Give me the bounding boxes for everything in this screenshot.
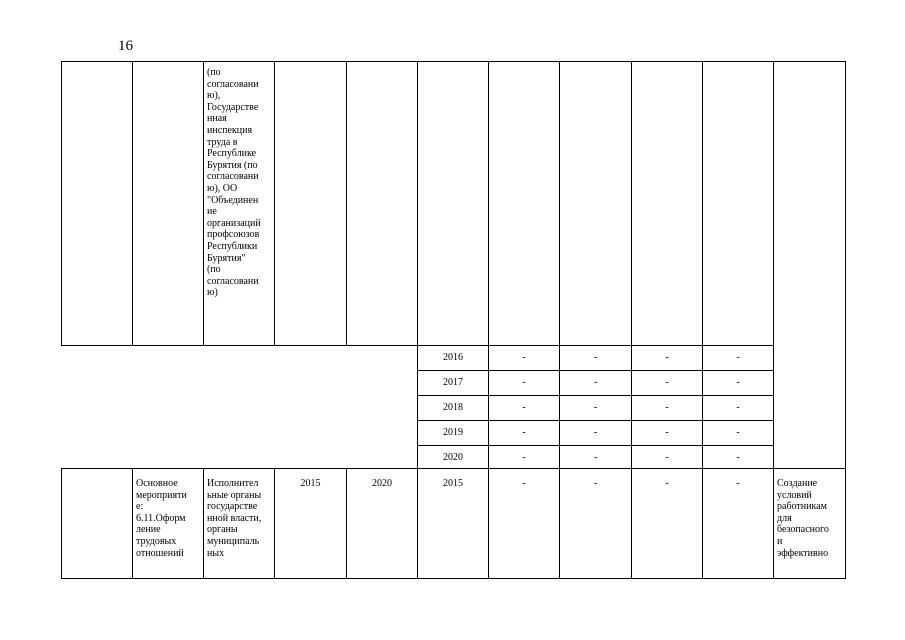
funding-cell: - bbox=[736, 377, 740, 388]
activity-start-year: 2015 bbox=[300, 478, 321, 489]
year-cell: 2019 bbox=[443, 427, 463, 438]
column-border bbox=[274, 61, 275, 346]
funding-cell: - bbox=[736, 452, 740, 463]
column-border bbox=[132, 468, 133, 579]
funding-cell: - bbox=[522, 377, 526, 388]
row-divider bbox=[417, 445, 774, 446]
activity-name: Основное мероприяти е: 6.11.Оформ ление трудовых отношений bbox=[136, 478, 187, 559]
funding-cell: - bbox=[593, 452, 598, 463]
activity-executor: Исполнител ьные органы государстве нной власти, органы муниципаль ных bbox=[207, 478, 262, 559]
row-divider bbox=[417, 420, 774, 421]
executor-continuation-text: (по согласовани ю), Государстве нная инспекция труда в Республике Бурятия (по согласовани ю), ОО "Объединен ие организаций профсоюзов Республики Бурятия" (по согласовани ю) bbox=[207, 67, 261, 299]
column-border bbox=[773, 468, 774, 579]
activity-year-cell: 2015 bbox=[443, 478, 463, 489]
column-border bbox=[773, 61, 774, 470]
column-border bbox=[203, 61, 204, 346]
funding-cell: - bbox=[522, 452, 526, 463]
row-divider bbox=[417, 370, 774, 371]
column-border bbox=[203, 468, 204, 579]
funding-cell: - bbox=[522, 478, 526, 489]
table-bottom-border bbox=[61, 578, 846, 579]
funding-cell: - bbox=[736, 427, 740, 438]
funding-cell: - bbox=[736, 478, 740, 489]
funding-cell: - bbox=[665, 402, 669, 413]
column-border bbox=[132, 61, 133, 346]
funding-cell: - bbox=[593, 427, 598, 438]
funding-cell: - bbox=[665, 478, 669, 489]
funding-cell: - bbox=[593, 352, 598, 363]
year-cell: 2018 bbox=[443, 402, 463, 413]
funding-cell: - bbox=[522, 402, 526, 413]
funding-cell: - bbox=[736, 352, 740, 363]
funding-cell: - bbox=[665, 427, 669, 438]
funding-cell: - bbox=[593, 402, 598, 413]
year-cell: 2020 bbox=[443, 452, 463, 463]
funding-cell: - bbox=[665, 377, 669, 388]
funding-cell: - bbox=[593, 377, 598, 388]
funding-cell: - bbox=[522, 352, 526, 363]
funding-cell: - bbox=[736, 402, 740, 413]
year-cell: 2016 bbox=[443, 352, 463, 363]
activity-end-year: 2020 bbox=[372, 478, 392, 489]
row-divider bbox=[417, 395, 774, 396]
funding-cell: - bbox=[593, 478, 598, 489]
table-top-border bbox=[61, 61, 846, 62]
funding-cell: - bbox=[522, 427, 526, 438]
activity-expected-result: Создание условий работникам для безопасного и эффективно bbox=[777, 478, 829, 559]
column-border bbox=[61, 61, 62, 346]
column-border bbox=[346, 61, 347, 346]
table-right-border bbox=[845, 468, 846, 579]
activity-top-border bbox=[61, 468, 846, 469]
year-cell: 2017 bbox=[443, 377, 463, 388]
funding-cell: - bbox=[665, 352, 669, 363]
page-number: 16 bbox=[118, 38, 133, 54]
table-right-border bbox=[845, 61, 846, 470]
funding-cell: - bbox=[665, 452, 669, 463]
column-border bbox=[61, 468, 62, 579]
